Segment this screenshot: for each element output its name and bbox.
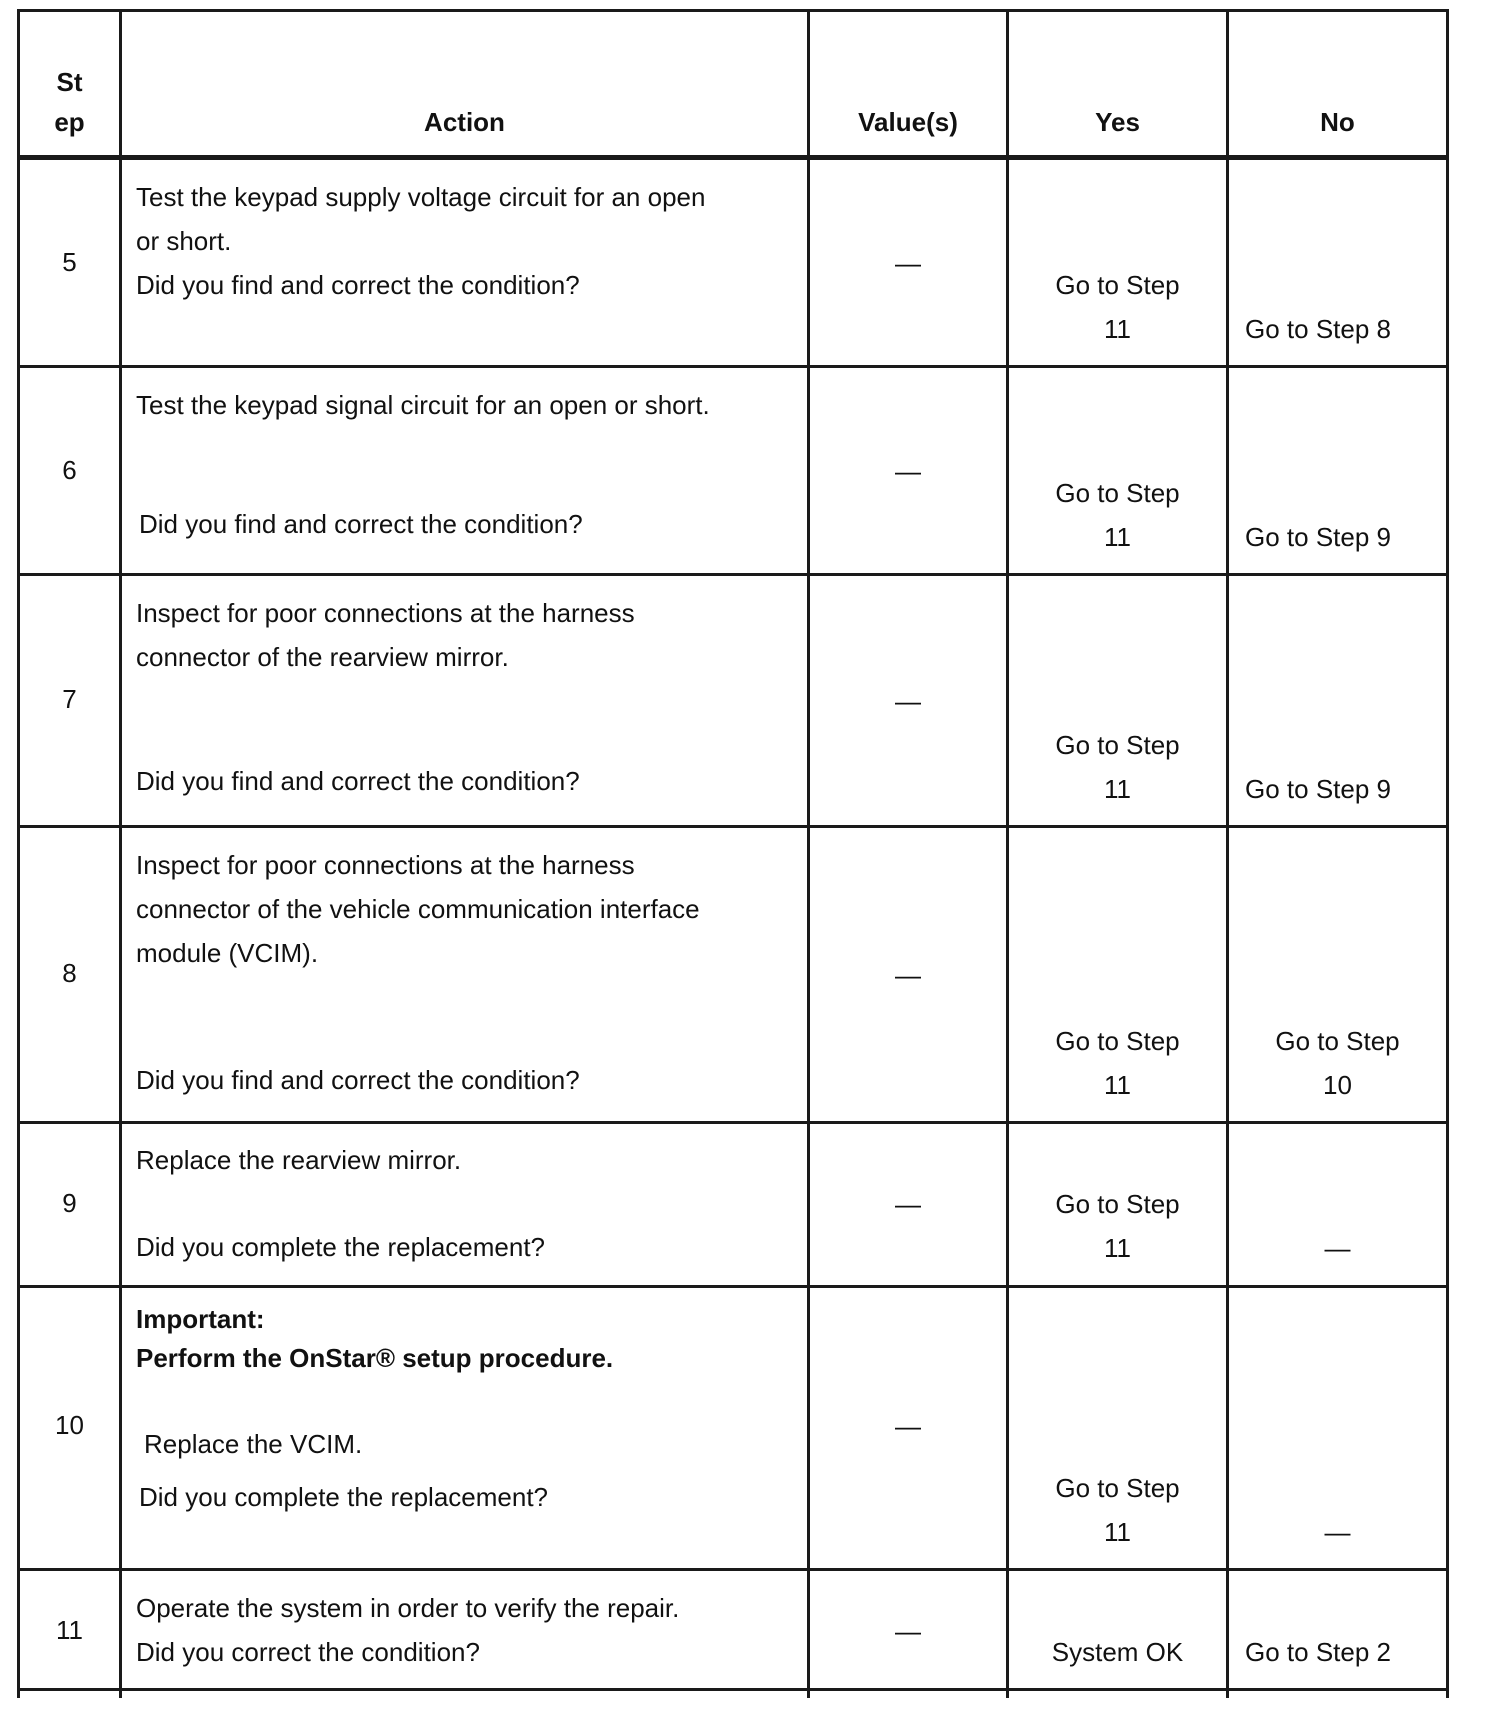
col-border-yes — [1226, 9, 1229, 1698]
action-text: connector of the rearview mirror. — [136, 642, 509, 672]
action-text: Inspect for poor connections at the harness — [136, 850, 635, 880]
header-yes: Yes — [1095, 107, 1140, 137]
value-text: — — [895, 1411, 921, 1441]
yes-text: System OK — [1051, 1637, 1184, 1667]
header-step-line1: St — [56, 67, 83, 97]
step-number: 5 — [62, 247, 77, 277]
step-number: 7 — [62, 684, 77, 714]
action-question: Did you find and correct the condition? — [136, 1065, 580, 1095]
value-text: — — [895, 1616, 921, 1646]
action-text: Test the keypad supply voltage circuit for an open — [136, 182, 706, 212]
no-text: Go to Step 8 — [1245, 314, 1391, 344]
header-step — [20, 62, 119, 142]
col-border-right — [1446, 9, 1449, 1698]
row-border-5 — [17, 365, 1449, 368]
yes-text: 11 — [1104, 314, 1131, 344]
row-border-6 — [17, 573, 1449, 576]
value-text: — — [895, 686, 921, 716]
header-step-line2: ep — [54, 107, 85, 137]
value-text: — — [895, 960, 921, 990]
action-question: Did you find and correct the condition? — [139, 509, 583, 539]
yes-text: Go to Step — [1055, 478, 1180, 508]
no-text: 10 — [1323, 1070, 1352, 1100]
yes-text: 11 — [1104, 1070, 1131, 1100]
important-label: Important: — [136, 1304, 265, 1334]
yes-text: 11 — [1104, 522, 1131, 552]
header-no: No — [1320, 107, 1355, 137]
action-question: Did you correct the condition? — [136, 1637, 480, 1667]
yes-text: Go to Step — [1055, 270, 1180, 300]
action-text: connector of the vehicle communication interface — [136, 894, 700, 924]
row-border-9 — [17, 1285, 1449, 1288]
value-text: — — [895, 456, 921, 486]
action-text: Operate the system in order to verify the repair. — [136, 1593, 680, 1623]
step-number: 6 — [62, 455, 77, 485]
row-border-top — [17, 9, 1449, 12]
row-border-8 — [17, 1121, 1449, 1124]
header-action: Action — [424, 107, 505, 137]
yes-text: 11 — [1104, 774, 1131, 804]
row-border-7 — [17, 825, 1449, 828]
yes-text: Go to Step — [1055, 1473, 1180, 1503]
value-text: — — [895, 1189, 921, 1219]
no-text: Go to Step 2 — [1245, 1637, 1391, 1667]
step-number: 10 — [55, 1410, 84, 1440]
no-text: — — [1324, 1517, 1351, 1547]
action-text: or short. — [136, 226, 232, 256]
action-question: Did you find and correct the condition? — [136, 766, 580, 796]
row-border-11 — [17, 1688, 1449, 1691]
important-text: Perform the OnStar® setup procedure. — [136, 1343, 614, 1373]
action-text: Replace the rearview mirror. — [136, 1145, 462, 1175]
row-border-header — [17, 155, 1449, 160]
yes-text: 11 — [1104, 1517, 1131, 1547]
step-number: 8 — [62, 958, 77, 988]
no-text: Go to Step 9 — [1245, 774, 1391, 804]
header-values: Value(s) — [858, 107, 958, 137]
action-text: Inspect for poor connections at the harness — [136, 598, 635, 628]
yes-text: Go to Step — [1055, 730, 1180, 760]
no-text: Go to Step — [1275, 1026, 1400, 1056]
no-text: Go to Step 9 — [1245, 522, 1391, 552]
action-question: Did you complete the replacement? — [136, 1232, 546, 1262]
action-text: Replace the VCIM. — [144, 1429, 363, 1459]
yes-text: 11 — [1104, 1233, 1131, 1263]
col-border-step — [119, 9, 122, 1698]
action-question: Did you find and correct the condition? — [136, 270, 580, 300]
row-border-10 — [17, 1568, 1449, 1571]
yes-text: Go to Step — [1055, 1189, 1180, 1219]
action-text: module (VCIM). — [136, 938, 319, 968]
no-text: — — [1324, 1233, 1351, 1263]
action-text: Test the keypad signal circuit for an open or short. — [136, 390, 710, 420]
yes-text: Go to Step — [1055, 1026, 1180, 1056]
step-number: 11 — [56, 1615, 83, 1645]
step-number: 9 — [62, 1188, 77, 1218]
action-question: Did you complete the replacement? — [139, 1482, 549, 1512]
value-text: — — [895, 248, 921, 278]
